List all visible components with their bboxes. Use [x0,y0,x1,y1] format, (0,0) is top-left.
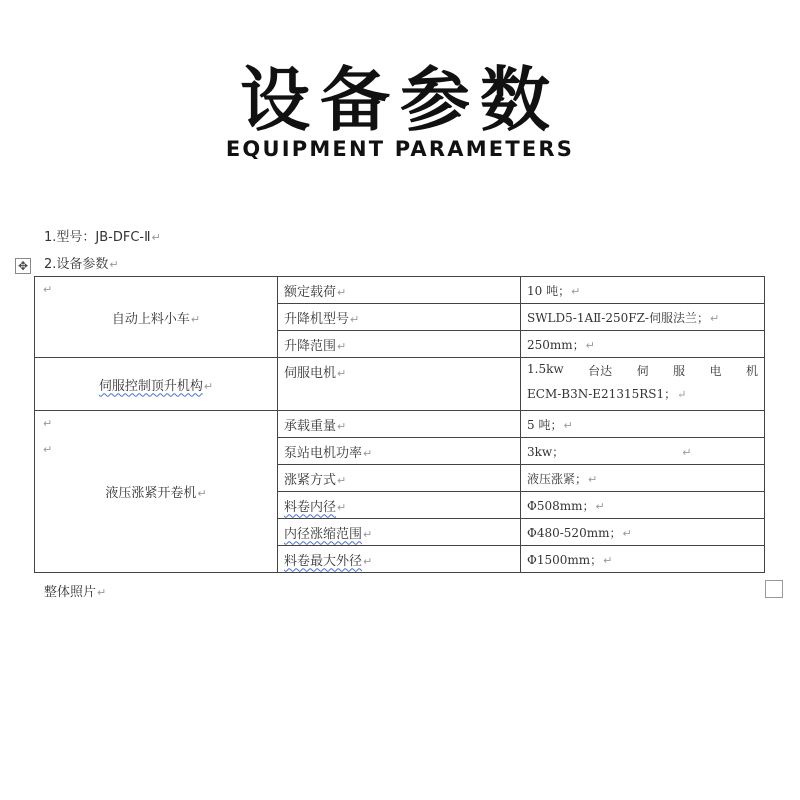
parameters-table [34,276,765,573]
value-line: ECM-B3N-E21315RS1；↵ [527,387,687,401]
group-name: 液压涨紧开卷机 [105,486,197,501]
param-cell[interactable]: 升降范围↵ [278,331,521,358]
paragraph-mark-icon: ↵ [43,443,53,456]
photo-text: 整体照片 [44,585,97,600]
photo-paragraph [44,584,106,602]
group-name: 自动上料小车 [111,311,190,327]
value-cell[interactable]: 液压涨紧；↵ [521,465,765,492]
table-row [35,277,765,304]
param-cell[interactable]: 料卷内径↵ [278,492,521,519]
table-row [35,358,765,411]
value-cell[interactable]: 250mm；↵ [521,331,765,358]
group-cell[interactable]: 伺服控制顶升机构↵ [35,358,278,411]
value-cell[interactable]: 5 吨；↵ [521,411,765,438]
page-subtitle: EQUIPMENT PARAMETERS [225,137,575,161]
param-cell[interactable]: 料卷最大外径↵ [278,546,521,573]
param-cell[interactable]: 升降机型号↵ [278,304,521,331]
paragraph-mark-icon: ↵ [151,231,161,244]
resize-icon[interactable] [765,580,783,598]
group-name: 伺服控制顶升机构 [98,378,203,394]
paragraph-mark-icon: ↵ [97,586,107,599]
group-cell[interactable]: ↵ ↵ 液压涨紧开卷机↵ [35,411,278,573]
value-cell[interactable] [521,358,765,411]
param-cell[interactable]: 额定载荷↵ [278,277,521,304]
paragraph-mark-icon: ↵ [43,283,53,296]
value-cell[interactable]: 10 吨；↵ [521,277,765,304]
value-line: 1.5kw 台达 伺 服 电 机 [527,362,758,378]
model-paragraph [44,229,161,247]
page-title: 设备参数 [240,59,560,141]
params-paragraph [44,256,119,274]
value-cell[interactable]: 3kw； ↵ [521,438,765,465]
value-cell[interactable]: Φ480-520mm；↵ [521,519,765,546]
value-cell[interactable]: Φ1500mm；↵ [521,546,765,573]
params-text: 2.设备参数 [44,257,109,272]
param-cell[interactable]: 泵站电机功率↵ [278,438,521,465]
move-icon[interactable]: ✥ [15,258,31,274]
table-row [35,411,765,438]
paragraph-mark-icon: ↵ [43,417,53,430]
param-cell[interactable]: 伺服电机↵ [278,358,521,411]
param-cell[interactable]: 涨紧方式↵ [278,465,521,492]
param-cell[interactable]: 承载重量↵ [278,411,521,438]
group-cell[interactable]: ↵ 自动上料小车↵ [35,277,278,358]
param-cell[interactable]: 内径涨缩范围↵ [278,519,521,546]
value-cell[interactable]: Φ508mm；↵ [521,492,765,519]
value-cell[interactable]: SWLD5-1AⅡ-250FZ-伺服法兰；↵ [521,304,765,331]
model-text: 1.型号：JB-DFC-Ⅱ [44,230,151,245]
paragraph-mark-icon: ↵ [109,258,119,271]
